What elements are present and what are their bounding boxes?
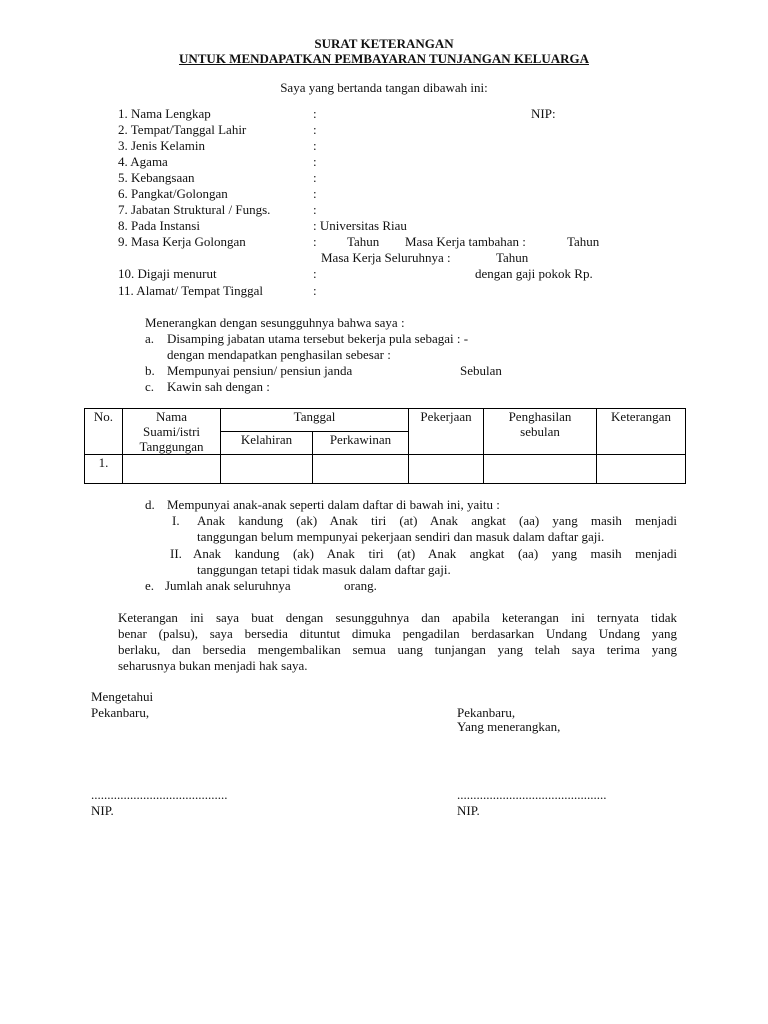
field-label-kebangsaan: 5. Kebangsaan xyxy=(118,170,195,185)
field-label-nama: 1. Nama Lengkap xyxy=(118,106,211,121)
table-row xyxy=(85,455,686,484)
children-e-text: Jumlah anak seluruhnya xyxy=(165,578,291,593)
row-no: 1. xyxy=(85,455,123,484)
header-no: No. xyxy=(85,409,123,455)
row-pekerjaan-cell[interactable] xyxy=(409,455,484,484)
field-value-ttl: : xyxy=(313,122,317,137)
signature-left-place: Pekanbaru, xyxy=(91,705,150,720)
header-nama-line3: Tanggungan xyxy=(139,439,204,454)
children-i-marker: I. xyxy=(172,513,180,528)
field-value-kebangsaan: : xyxy=(313,170,317,185)
signature-right-role: Yang menerangkan, xyxy=(457,719,561,734)
signature-right-place: Pekanbaru, xyxy=(457,705,516,720)
header-penghasilan-line2: sebulan xyxy=(520,424,560,439)
masa-kerja-seluruhnya-tahun: Tahun xyxy=(496,250,529,265)
field-label-alamat: 11. Alamat/ Tempat Tinggal xyxy=(118,283,263,298)
gaji-pokok-label: dengan gaji pokok Rp. xyxy=(475,266,593,281)
field-label-masa-kerja: 9. Masa Kerja Golongan xyxy=(118,234,246,249)
field-label-ttl: 2. Tempat/Tanggal Lahir xyxy=(118,122,247,137)
children-ii-line2: tanggungan tetapi tidak masuk dalam daftar gaji. xyxy=(197,562,451,577)
header-penghasilan xyxy=(484,409,597,455)
closing-line1: Keterangan ini saya buat dengan sesungguhnya dan apabila keterangan ini ternyata tidak xyxy=(118,610,677,625)
closing-line2: benar (palsu), saya bersedia dituntut dimuka pengadilan berdasarkan Undang Undang yang xyxy=(118,626,677,641)
masa-kerja-tambahan-tahun: Tahun xyxy=(567,234,600,249)
statement-b-marker: b. xyxy=(145,363,155,378)
header-pekerjaan: Pekerjaan xyxy=(409,409,484,455)
header-nama-line2: Suami/istri xyxy=(142,424,201,439)
statement-intro: Menerangkan dengan sesungguhnya bahwa saya : xyxy=(145,315,405,330)
header-perkawinan: Perkawinan xyxy=(313,432,409,455)
row-kelahiran-cell[interactable] xyxy=(221,455,313,484)
statement-a-line2: dengan mendapatkan penghasilan sebesar : xyxy=(167,347,391,362)
children-i-line1: Anak kandung (ak) Anak tiri (at) Anak angkat (aa) yang masih menjadi xyxy=(197,513,677,528)
signature-left-nip: NIP. xyxy=(91,803,114,818)
document-title: SURAT KETERANGAN xyxy=(314,36,454,51)
children-d-marker: d. xyxy=(145,497,155,512)
signature-right-nip: NIP. xyxy=(457,803,480,818)
statement-a-marker: a. xyxy=(145,331,155,346)
statement-c-marker: c. xyxy=(145,379,155,394)
closing-line4: seharusnya bukan menjadi hak saya. xyxy=(118,658,308,673)
row-penghasilan-cell[interactable] xyxy=(484,455,597,484)
header-kelahiran: Kelahiran xyxy=(221,432,313,455)
field-label-instansi: 8. Pada Instansi xyxy=(118,218,200,233)
field-value-digaji: : xyxy=(313,266,317,281)
field-label-digaji: 10. Digaji menurut xyxy=(118,266,217,281)
field-value-instansi: : Universitas Riau xyxy=(313,218,407,233)
header-nama-line1: Nama xyxy=(155,409,188,424)
field-value-agama: : xyxy=(313,154,317,169)
field-value-pangkat: : xyxy=(313,186,317,201)
header-keterangan: Keterangan xyxy=(597,409,686,455)
header-penghasilan-line1: Penghasilan xyxy=(508,409,572,424)
children-i-line2: tanggungan belum mempunyai pekerjaan sendiri dan masuk dalam daftar gaji. xyxy=(197,529,605,544)
signature-right-line: .............................................. xyxy=(457,787,607,802)
masa-kerja-tambahan-label: Masa Kerja tambahan : xyxy=(405,234,526,249)
intro-text: Saya yang bertanda tangan dibawah ini: xyxy=(280,80,488,95)
field-label-pangkat: 6. Pangkat/Golongan xyxy=(118,186,228,201)
document-subtitle: UNTUK MENDAPATKAN PEMBAYARAN TUNJANGAN KELUARGA xyxy=(178,51,589,66)
children-ii-marker: II. xyxy=(170,546,182,561)
signature-left-mengetahui: Mengetahui xyxy=(91,689,154,704)
field-label-jabatan: 7. Jabatan Struktural / Fungs. xyxy=(118,202,271,217)
table-header-row xyxy=(85,409,686,432)
masa-kerja-seluruhnya-label: Masa Kerja Seluruhnya : xyxy=(321,250,451,265)
children-e-orang: orang. xyxy=(344,578,377,593)
field-value-jabatan: : xyxy=(313,202,317,217)
closing-line3: berlaku, dan bersedia mengembalikan semua uang tunjangan yang telah saya terima yang xyxy=(118,642,677,657)
field-value-masa-kerja: : xyxy=(313,234,317,249)
children-e-marker: e. xyxy=(145,578,155,593)
header-tanggal: Tanggal xyxy=(221,409,409,432)
field-value-nama: : xyxy=(313,106,317,121)
nip-label: NIP: xyxy=(531,106,556,121)
field-value-jenis-kelamin: : xyxy=(313,138,317,153)
statement-b-sebulan: Sebulan xyxy=(460,363,502,378)
signature-left-line: .......................................... xyxy=(91,787,228,802)
children-ii-line1: Anak kandung (ak) Anak tiri (at) Anak angkat (aa) yang masih menjadi xyxy=(193,546,677,561)
statement-c-text: Kawin sah dengan : xyxy=(167,379,270,394)
spouse-table xyxy=(84,408,686,484)
field-label-jenis-kelamin: 3. Jenis Kelamin xyxy=(118,138,206,153)
field-value-alamat: : xyxy=(313,283,317,298)
header-nama xyxy=(123,409,221,455)
row-nama-cell[interactable] xyxy=(123,455,221,484)
masa-kerja-tahun: Tahun xyxy=(347,234,380,249)
children-d-text: Mempunyai anak-anak seperti dalam daftar di bawah ini, yaitu : xyxy=(167,497,500,512)
field-label-agama: 4. Agama xyxy=(118,154,168,169)
statement-b-text: Mempunyai pensiun/ pensiun janda xyxy=(167,363,353,378)
row-perkawinan-cell[interactable] xyxy=(313,455,409,484)
statement-a-line1: Disamping jabatan utama tersebut bekerja pula sebagai : - xyxy=(167,331,469,346)
row-keterangan-cell[interactable] xyxy=(597,455,686,484)
